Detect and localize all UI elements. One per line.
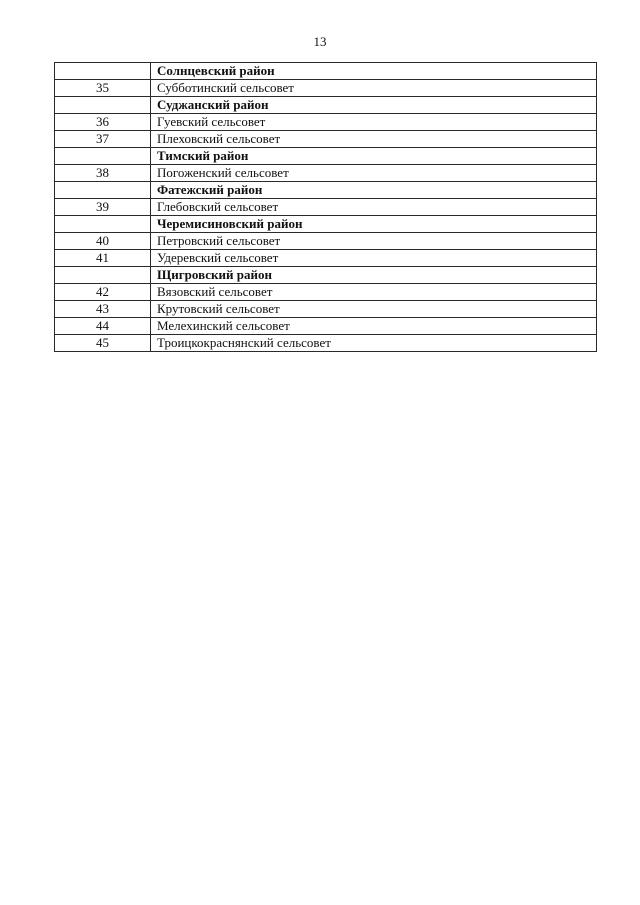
table-row [55, 233, 597, 250]
row-number [55, 216, 151, 233]
district-header-row [55, 63, 597, 80]
row-name: Троицкокраснянский сельсовет [151, 335, 597, 352]
row-name: Суджанский район [151, 97, 597, 114]
row-number [55, 148, 151, 165]
table-row [55, 318, 597, 335]
table-row [55, 114, 597, 131]
row-number [55, 63, 151, 80]
row-name: Крутовский сельсовет [151, 301, 597, 318]
row-number: 44 [55, 318, 151, 335]
row-number: 45 [55, 335, 151, 352]
row-number: 35 [55, 80, 151, 97]
row-number: 36 [55, 114, 151, 131]
row-number: 38 [55, 165, 151, 182]
row-name: Черемисиновский район [151, 216, 597, 233]
row-name: Щигровский район [151, 267, 597, 284]
row-name: Фатежский район [151, 182, 597, 199]
settlements-table [54, 62, 597, 352]
row-name: Удеревский сельсовет [151, 250, 597, 267]
page-number: 13 [313, 34, 327, 49]
row-number [55, 182, 151, 199]
row-name: Петровский сельсовет [151, 233, 597, 250]
district-header-row [55, 148, 597, 165]
row-name: Субботинский сельсовет [151, 80, 597, 97]
row-name: Погоженский сельсовет [151, 165, 597, 182]
table-row [55, 301, 597, 318]
row-number: 37 [55, 131, 151, 148]
row-name: Плеховский сельсовет [151, 131, 597, 148]
district-header-row [55, 216, 597, 233]
row-number [55, 97, 151, 114]
row-name: Глебовский сельсовет [151, 199, 597, 216]
table-row [55, 131, 597, 148]
row-name: Вязовский сельсовет [151, 284, 597, 301]
row-number: 42 [55, 284, 151, 301]
table-row [55, 284, 597, 301]
row-name: Мелехинский сельсовет [151, 318, 597, 335]
row-name: Тимский район [151, 148, 597, 165]
table-row [55, 80, 597, 97]
table-row [55, 250, 597, 267]
table-row [55, 165, 597, 182]
row-number: 43 [55, 301, 151, 318]
row-name: Гуевский сельсовет [151, 114, 597, 131]
row-number: 40 [55, 233, 151, 250]
row-number [55, 267, 151, 284]
row-number: 39 [55, 199, 151, 216]
table-row [55, 335, 597, 352]
row-name: Солнцевский район [151, 63, 597, 80]
district-header-row [55, 182, 597, 199]
table-body [55, 63, 597, 352]
table-row [55, 199, 597, 216]
district-header-row [55, 97, 597, 114]
district-header-row [55, 267, 597, 284]
row-number: 41 [55, 250, 151, 267]
